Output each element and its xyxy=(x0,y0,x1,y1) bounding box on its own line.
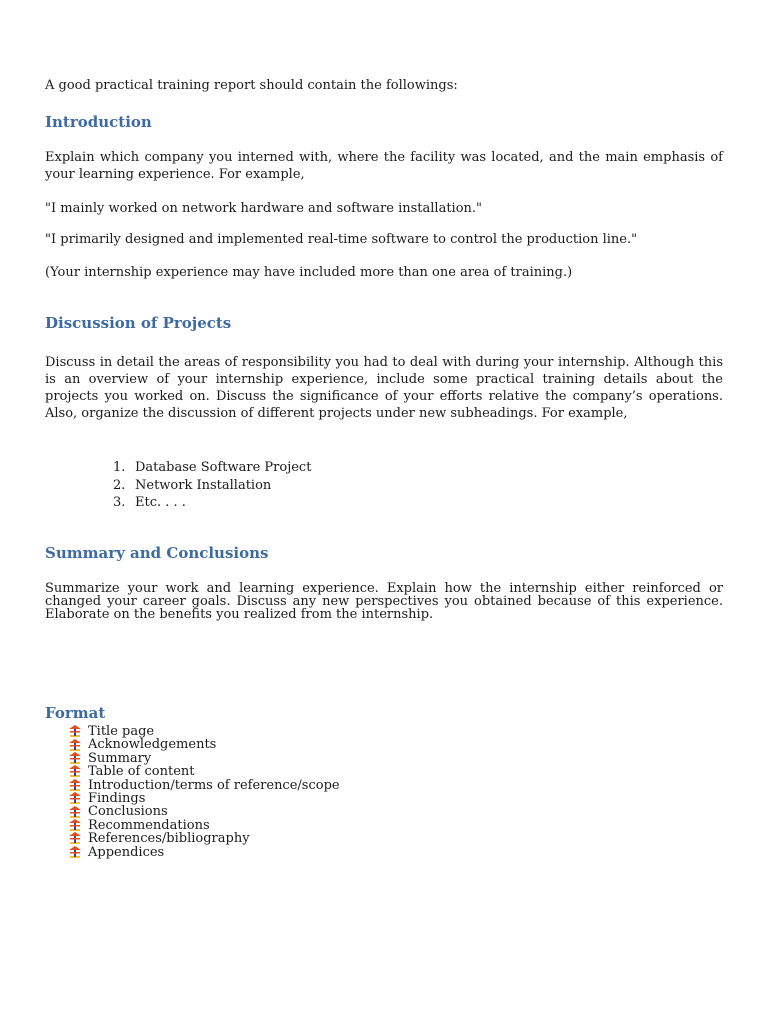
list-number: 2. xyxy=(113,477,126,493)
heading-summary-and-conclusions: Summary and Conclusions xyxy=(45,544,269,562)
list-item xyxy=(113,459,311,477)
arrow-bullet-icon xyxy=(66,846,88,859)
format-list-item-text: Acknowledgements xyxy=(88,737,217,753)
heading-format: Format xyxy=(45,704,106,722)
format-list-item xyxy=(66,846,340,859)
arrow-bullet-icon xyxy=(66,739,88,752)
arrow-bullet-icon xyxy=(66,725,88,738)
format-list-item xyxy=(66,725,340,738)
arrow-bullet-icon xyxy=(66,779,88,792)
introduction-quote-1: "I mainly worked on network hardware and software installation." xyxy=(45,201,483,216)
arrow-bullet-icon xyxy=(66,765,88,778)
format-list-item-text: Recommendations xyxy=(88,817,210,833)
arrow-bullet-icon xyxy=(66,806,88,819)
format-list-item-text: Conclusions xyxy=(88,804,168,820)
format-list-item-text: Title page xyxy=(88,724,155,739)
arrow-bullet-icon xyxy=(66,832,88,845)
format-list xyxy=(66,725,340,859)
format-list-item-text: Appendices xyxy=(88,844,165,860)
heading-introduction: Introduction xyxy=(45,113,152,131)
list-item-text: Network Installation xyxy=(135,477,272,493)
format-list-item-text: Findings xyxy=(88,791,146,807)
arrow-bullet-icon xyxy=(66,752,88,765)
list-item-text: Etc. . . . xyxy=(135,495,186,510)
format-list-item xyxy=(66,819,340,832)
list-number: 3. xyxy=(113,495,126,510)
format-list-item-text: Summary xyxy=(88,750,152,766)
arrow-bullet-icon xyxy=(66,792,88,805)
introduction-note: (Your internship experience may have included more than one area of training.) xyxy=(45,265,573,280)
format-list-item xyxy=(66,792,340,805)
format-list-item xyxy=(66,752,340,765)
list-number: 1. xyxy=(113,460,126,475)
introduction-quote-2: "I primarily designed and implemented real-time software to control the production line." xyxy=(45,232,638,247)
format-list-item xyxy=(66,832,340,845)
format-list-item-text: Table of content xyxy=(88,764,195,780)
introduction-paragraph: Explain which company you interned with, where the facility was located, and the main emphasis of your learning experience. For example, xyxy=(45,150,723,182)
list-item-text: Database Software Project xyxy=(135,460,312,475)
format-list-item xyxy=(66,765,340,778)
format-list-item xyxy=(66,738,340,751)
summary-paragraph: Summarize your work and learning experience. Explain how the internship either reinforced or changed your career goals. Discuss any new perspectives you obtained because of this experience. Elaborate on the benefits you realized from the internship. xyxy=(45,581,723,622)
projects-paragraph: Discuss in detail the areas of responsibility you had to deal with during your internship. Although this is an overview of your internship experience, include some practical training details about the projects you worked on. Discuss the significance of your efforts relative the company’s operations. Also, organize the discussion of different projects under new subheadings. For example, xyxy=(45,355,723,421)
arrow-bullet-icon xyxy=(66,819,88,832)
format-list-item xyxy=(66,805,340,818)
format-list-item-text: Introduction/terms of reference/scope xyxy=(88,777,340,793)
intro-line: A good practical training report should contain the followings: xyxy=(45,78,458,93)
heading-discussion-of-projects: Discussion of Projects xyxy=(45,314,232,332)
list-item xyxy=(113,494,311,512)
format-list-item-text: References/bibliography xyxy=(88,831,250,847)
projects-list xyxy=(113,459,311,512)
list-item xyxy=(113,477,311,495)
format-list-item xyxy=(66,779,340,792)
